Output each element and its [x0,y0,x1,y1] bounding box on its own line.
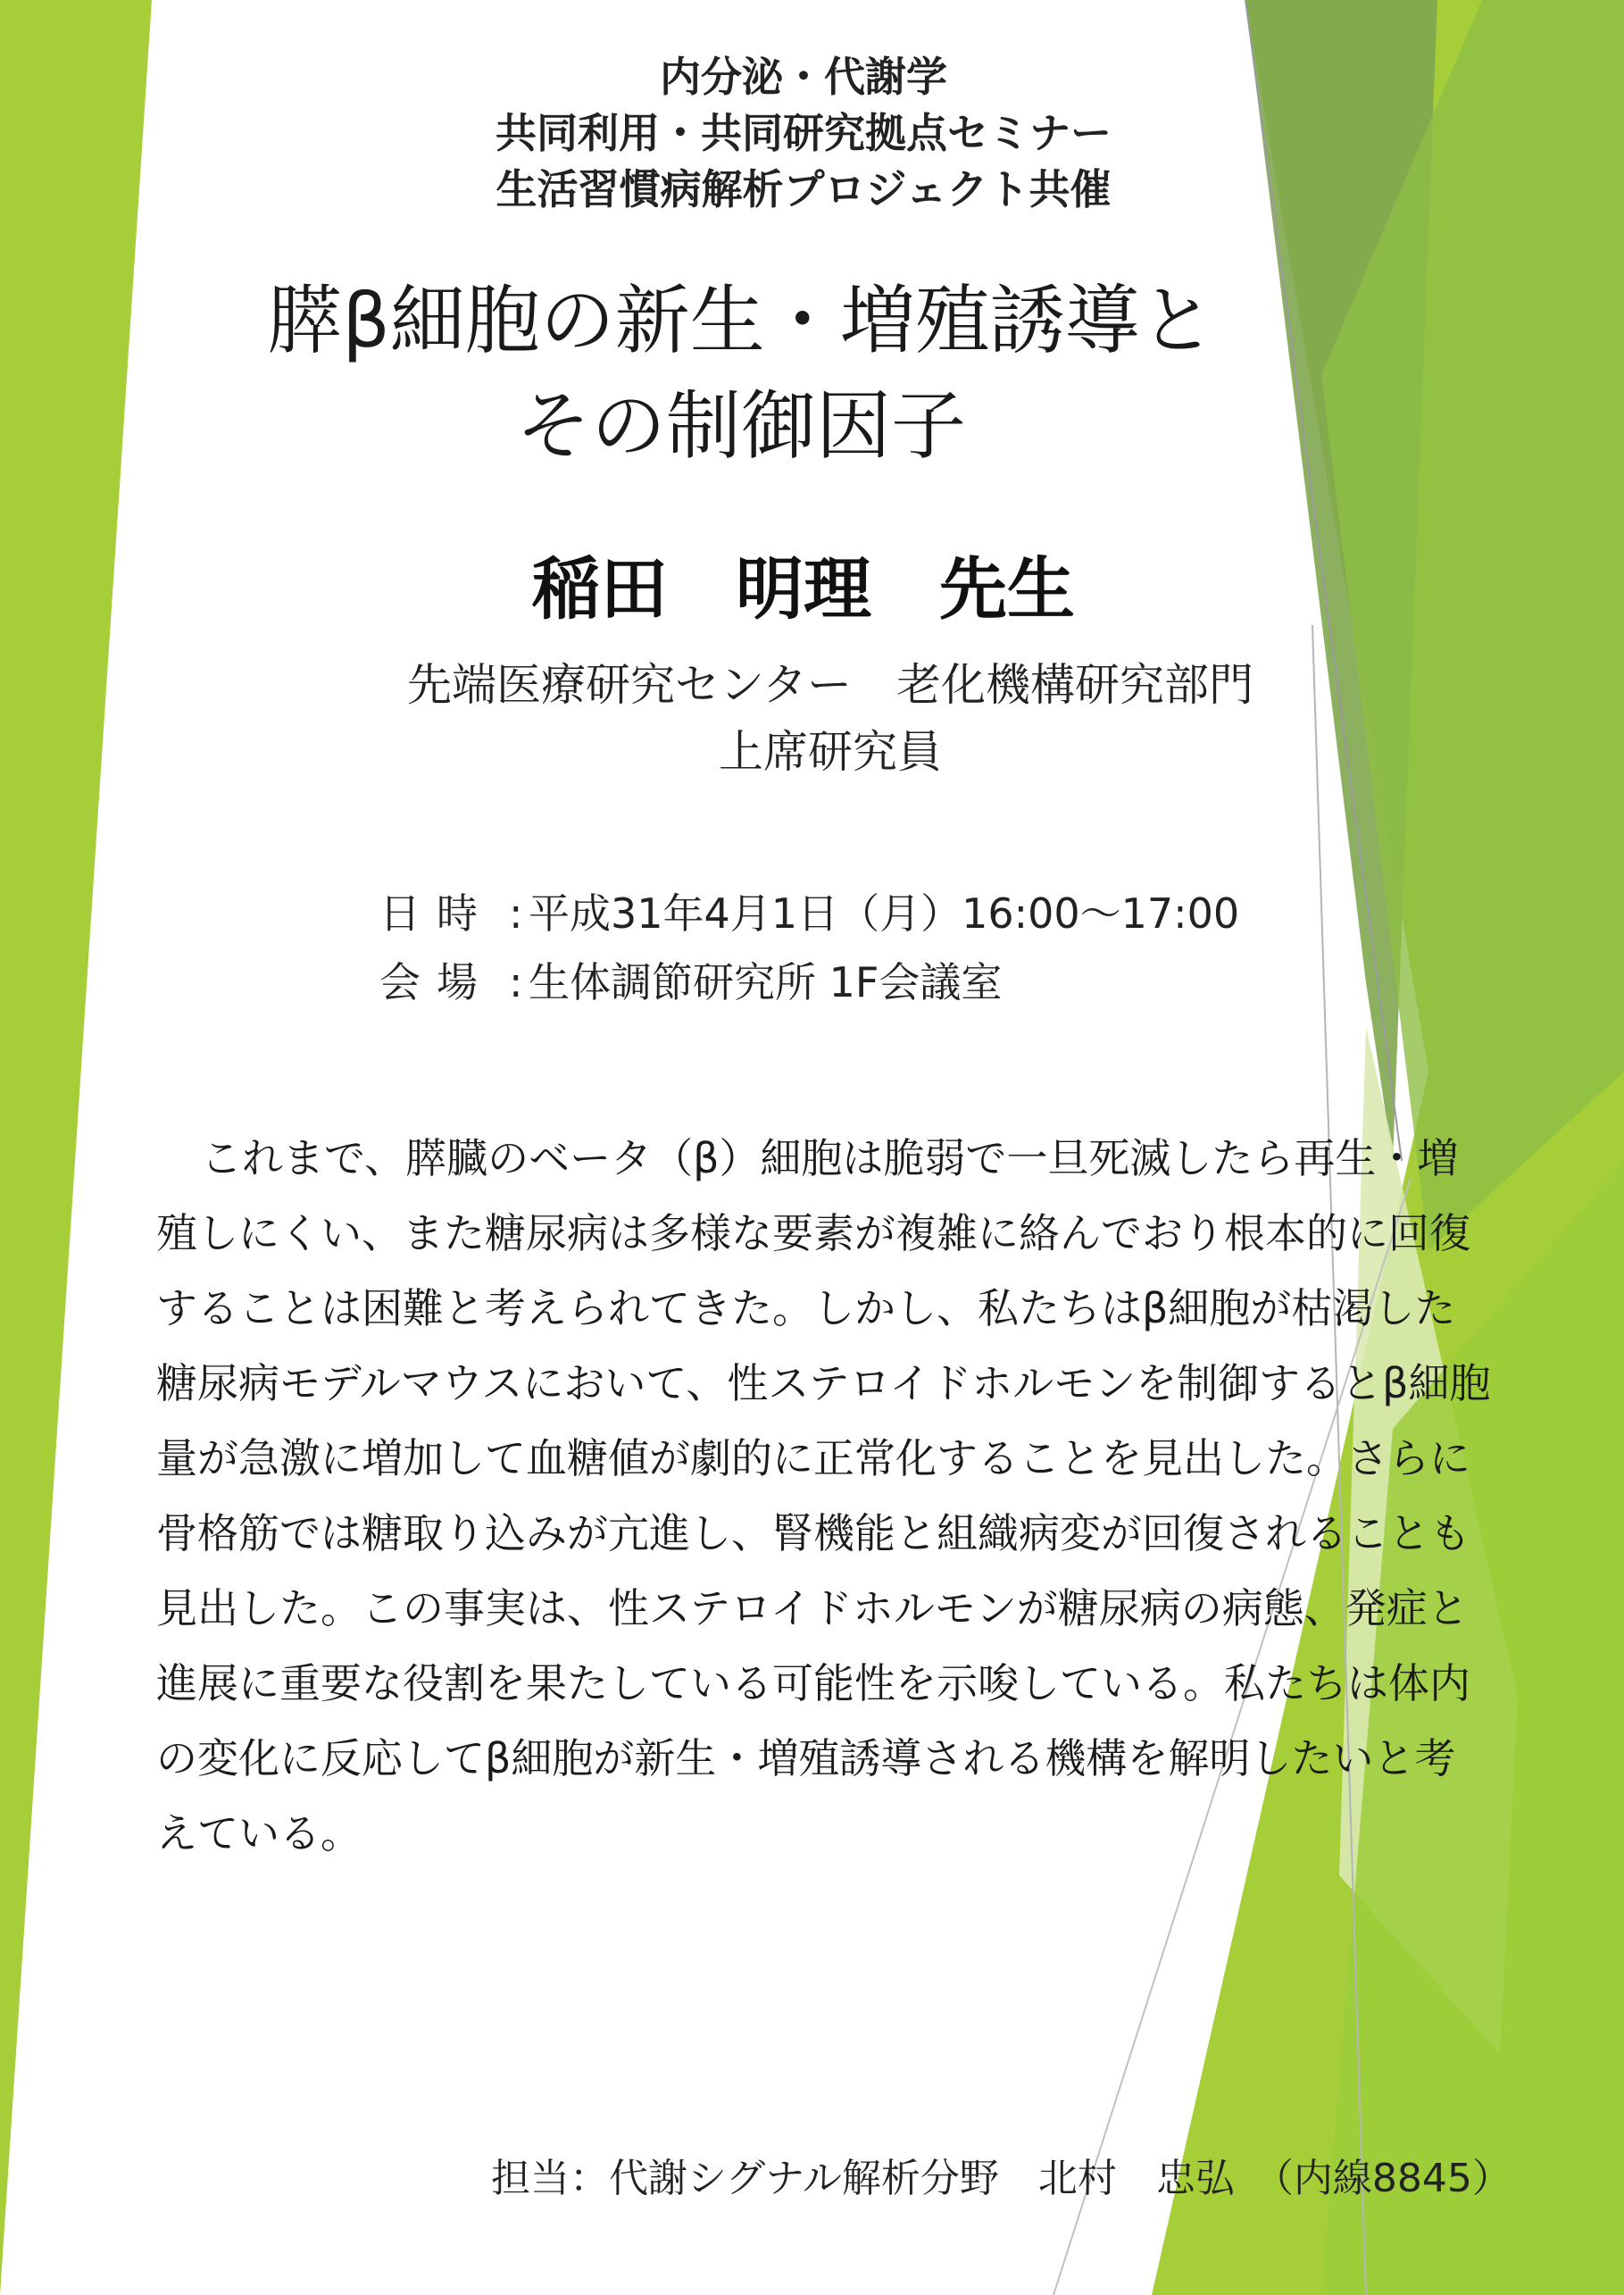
date-value: 平成31年4月1日（月）16:00～17:00 [529,889,1240,938]
title-line-1: 膵β細胞の新生・増殖誘導と [267,277,1215,364]
speaker-name: 稲田 明理 先生 [532,549,1075,629]
speaker-position: 上席研究員 [719,726,942,778]
date-label: 日時 [379,889,494,938]
event-info [379,880,1451,1017]
contact-line: 担当：代謝シグナル解析分野 北村 忠弘 （内線8845） [491,2156,1512,2201]
sponsor-line-1: 内分泌・代謝学 [660,53,947,101]
venue-row [379,948,1451,1017]
seminar-title [161,268,1321,479]
sponsor-line-3: 生活習慣病解析プロジェクト共催 [496,165,1112,213]
venue-value: 生体調節研究所 1F会議室 [529,958,1003,1006]
title-line-2: その制御因子 [515,382,966,470]
speaker-affiliation: 先端医療研究センター 老化機構研究部門 [407,659,1253,711]
venue-label: 会場 [379,958,494,1006]
speaker-affiliation-block [295,652,1366,786]
sponsor-line-2: 共同利用・共同研究拠点セミナー [496,109,1112,157]
date-separator: : [509,889,523,938]
date-row [379,880,1451,948]
sponsor-block [446,49,1161,218]
abstract-text: これまで、膵臓のベータ（β）細胞は脆弱で一旦死滅したら再生・増殖しにくい、また糖尿病は多様な要素が複雑に絡んでおり根本的に回復することは困難と考えられてきた。しかし、私たちはβ細胞が枯渇した糖尿病モデルマウスにおいて、性ステロイドホルモンを制御するとβ細胞量が急激に増加して血糖値が劇的に正常化することを見出した。さらに骨格筋では糖取り込みが亢進し、腎機能と組織病変が回復されることも見出した。この事実は、性ステロイドホルモンが糖尿病の病態、発症と進展に重要な役割を果たしている可能性を示唆している。私たちは体内の変化に反応してβ細胞が新生・増殖誘導される機構を解明したいと考えている。 [156,1134,1491,1857]
venue-separator: : [509,958,523,1006]
